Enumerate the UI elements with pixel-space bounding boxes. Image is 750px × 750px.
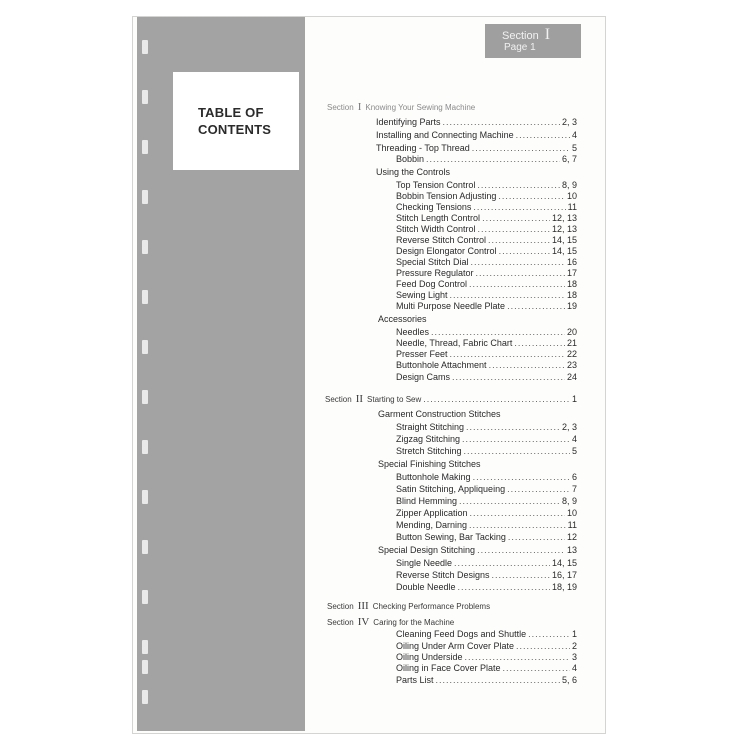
binder-ring-slot [142,40,148,54]
entry-page: 23 [566,360,577,370]
toc-entry [396,558,577,569]
entry-page: 6, 7 [561,154,577,164]
entry-page: 6 [571,472,577,482]
toc-entry [396,446,577,457]
leader-dots [459,496,560,507]
entry-page: 12 [566,532,577,542]
binder-ring-slot [142,690,148,704]
toc-entry [396,257,577,268]
entry-label: Special Design Stitching [378,545,476,555]
section-number: III [357,600,369,612]
entry-page: 11 [567,202,577,212]
binder-ring-slot [142,90,148,104]
leader-dots [464,446,570,457]
leader-dots [458,582,550,593]
entry-label: Double Needle [396,582,456,592]
entry-label: Single Needle [396,558,453,568]
binder-ring-slot [142,590,148,604]
leader-dots [478,224,550,235]
entry-label: Reverse Stitch Control [396,235,487,245]
entry-label: Reverse Stitch Designs [396,570,490,580]
entry-label: Cleaning Feed Dogs and Shuttle [396,629,527,639]
entry-page: 2, 3 [561,117,577,127]
entry-label: Stitch Width Control [396,224,476,234]
entry-label: Design Elongator Control [396,246,497,256]
leader-dots [436,675,560,686]
toc-entry [396,327,577,338]
leader-dots [450,290,565,301]
section-number: II [355,393,364,405]
entry-page: 19 [566,301,577,311]
toc-entry [396,202,577,213]
entry-page: 4 [571,663,577,673]
section-heading-label [325,394,421,405]
tab-page-line [504,42,536,53]
toc-entry [396,508,577,519]
toc-entry [396,224,577,235]
leader-dots [472,143,570,154]
toc-group-heading: Special Finishing Stitches [378,459,481,469]
leader-dots [443,117,560,128]
entry-label: Mending, Darning [396,520,468,530]
toc-entry [396,422,577,433]
section-label: Section [325,395,352,404]
section-title: Starting to Sew [367,395,422,404]
entry-page: 2 [571,641,577,651]
entry-label: Special Stitch Dial [396,257,469,267]
entry-label: Feed Dog Control [396,279,468,289]
toc-entry [396,360,577,371]
entry-page: 7 [571,484,577,494]
entry-label: Installing and Connecting Machine [376,130,514,140]
entry-page: 12, 13 [551,224,577,234]
leader-dots [469,520,566,531]
entry-page: 16, 17 [551,570,577,580]
leader-dots [473,472,570,483]
entry-label: Sewing Light [396,290,448,300]
leader-dots [450,349,565,360]
entry-label: Zipper Application [396,508,468,518]
entry-label: Straight Stitching [396,422,465,432]
binder-ring-slot [142,240,148,254]
entry-label: Buttonhole Making [396,472,471,482]
leader-dots [514,338,565,349]
entry-label: Multi Purpose Needle Plate [396,301,506,311]
toc-entry [396,349,577,360]
section-page-tab [485,24,581,58]
binder-ring-slot [142,440,148,454]
section-heading [327,601,490,612]
leader-dots [489,360,565,371]
binder-ring-slot [142,140,148,154]
binder-ring-slot [142,390,148,404]
tab-section-label: Section [502,30,539,42]
toc-entry [396,180,577,191]
binder-ring-slot [142,490,148,504]
toc-title-line: TABLE OF [198,105,264,120]
leader-dots [507,484,570,495]
entry-label: Bobbin [396,154,425,164]
entry-label: Checking Tensions [396,202,472,212]
leader-dots [469,279,565,290]
toc-title-line: CONTENTS [198,122,272,137]
entry-page: 21 [566,338,577,348]
toc-entry [396,484,577,495]
toc-entry [396,338,577,349]
entry-label: Oiling Underside [396,652,463,662]
section-label: Section [327,103,354,112]
entry-label: Zigzag Stitching [396,434,461,444]
binder-ring-slot [142,540,148,554]
toc-entry [396,520,577,531]
entry-page: 2, 3 [561,422,577,432]
leader-dots [488,235,550,246]
toc-entry [396,268,577,279]
entry-page: 18 [566,279,577,289]
entry-page: 13 [566,545,577,555]
toc-entry [376,130,577,141]
entry-label: Satin Stitching, Appliqueing [396,484,506,494]
section-heading [325,394,577,405]
entry-label: Stitch Length Control [396,213,481,223]
leader-dots [503,663,570,674]
section-label: Section [327,618,354,627]
entry-page: 5 [571,446,577,456]
leader-dots [477,545,565,556]
entry-page: 24 [566,372,577,382]
toc-entry [376,143,577,154]
toc-entry [396,279,577,290]
entry-page: 8, 9 [561,180,577,190]
entry-label: Button Sewing, Bar Tacking [396,532,506,542]
entry-label: Stretch Stitching [396,446,462,456]
section-page: 1 [571,394,577,404]
entry-page: 22 [566,349,577,359]
leader-dots [471,257,565,268]
toc-entry [396,663,577,674]
toc-entry [396,301,577,312]
leader-dots [516,130,570,141]
leader-dots [465,652,570,663]
entry-page: 1 [571,629,577,639]
tab-section-number: I [544,26,551,43]
section-title: Caring for the Machine [373,618,455,627]
toc-entry [396,290,577,301]
entry-page: 3 [571,652,577,662]
toc-entry [396,582,577,593]
leader-dots [454,558,550,569]
toc-entry [396,191,577,202]
section-heading [327,102,475,113]
leader-dots [507,301,565,312]
toc-entry [396,434,577,445]
entry-page: 14, 15 [551,246,577,256]
entry-label: Oiling Under Arm Cover Plate [396,641,515,651]
section-label: Section [327,602,354,611]
toc-entry [396,496,577,507]
leader-dots [466,422,560,433]
entry-page: 17 [566,268,577,278]
section-number: IV [357,616,370,628]
binder-ring-slot [142,190,148,204]
binder-ring-slot [142,290,148,304]
binder-ring-slot [142,640,148,654]
entry-label: Parts List [396,675,434,685]
entry-page: 4 [571,130,577,140]
toc-entry [396,213,577,224]
entry-page: 11 [567,520,577,530]
entry-label: Buttonhole Attachment [396,360,487,370]
toc-entry [378,545,577,556]
toc-entry [396,570,577,581]
entry-label: Needle, Thread, Fabric Chart [396,338,513,348]
toc-entry [396,675,577,686]
leader-dots [477,180,560,191]
entry-page: 4 [571,434,577,444]
leader-dots [499,246,550,257]
entry-label: Identifying Parts [376,117,441,127]
leader-dots [473,202,565,213]
entry-label: Blind Hemming [396,496,458,506]
entry-label: Bobbin Tension Adjusting [396,191,497,201]
leader-dots [508,532,565,543]
section-title: Knowing Your Sewing Machine [365,103,476,112]
entry-page: 12, 13 [551,213,577,223]
binder-ring-slot [142,660,148,674]
toc-group-heading: Accessories [378,314,427,324]
toc-entry [396,154,577,165]
section-heading [327,617,454,628]
leader-dots [462,434,570,445]
toc-entry [396,629,577,640]
leader-dots [452,372,565,383]
toc-entry [396,472,577,483]
leader-dots [426,154,560,165]
tab-page-label: Page [504,42,528,53]
leader-dots [528,629,570,640]
entry-page: 8, 9 [561,496,577,506]
entry-page: 5, 6 [561,675,577,685]
entry-page: 10 [566,508,577,518]
entry-page: 5 [571,143,577,153]
entry-page: 18, 19 [551,582,577,592]
toc-entry [396,372,577,383]
entry-page: 14, 15 [551,235,577,245]
leader-dots [498,191,565,202]
toc-entry [396,235,577,246]
toc-entry [396,246,577,257]
binder-ring-slot [142,340,148,354]
toc-title [198,104,271,138]
leader-dots [423,394,570,405]
entry-label: Pressure Regulator [396,268,474,278]
toc-entry [396,532,577,543]
entry-label: Presser Feet [396,349,448,359]
leader-dots [516,641,570,652]
toc-group-heading: Using the Controls [376,167,451,177]
leader-dots [482,213,550,224]
section-title: Checking Performance Problems [372,602,491,611]
entry-page: 10 [566,191,577,201]
entry-label: Threading - Top Thread [376,143,470,153]
tab-page-number: 1 [530,42,536,53]
toc-entry [396,641,577,652]
entry-page: 14, 15 [551,558,577,568]
entry-page: 16 [566,257,577,267]
entry-label: Design Cams [396,372,451,382]
toc-entry [376,117,577,128]
leader-dots [492,570,550,581]
toc-group-heading: Garment Construction Stitches [378,409,501,419]
entry-page: 18 [566,290,577,300]
entry-label: Top Tension Control [396,180,476,190]
leader-dots [470,508,565,519]
entry-label: Oiling in Face Cover Plate [396,663,501,673]
leader-dots [476,268,565,279]
entry-label: Needles [396,327,430,337]
section-number: I [357,101,362,113]
toc-entry [396,652,577,663]
entry-page: 20 [566,327,577,337]
leader-dots [431,327,565,338]
